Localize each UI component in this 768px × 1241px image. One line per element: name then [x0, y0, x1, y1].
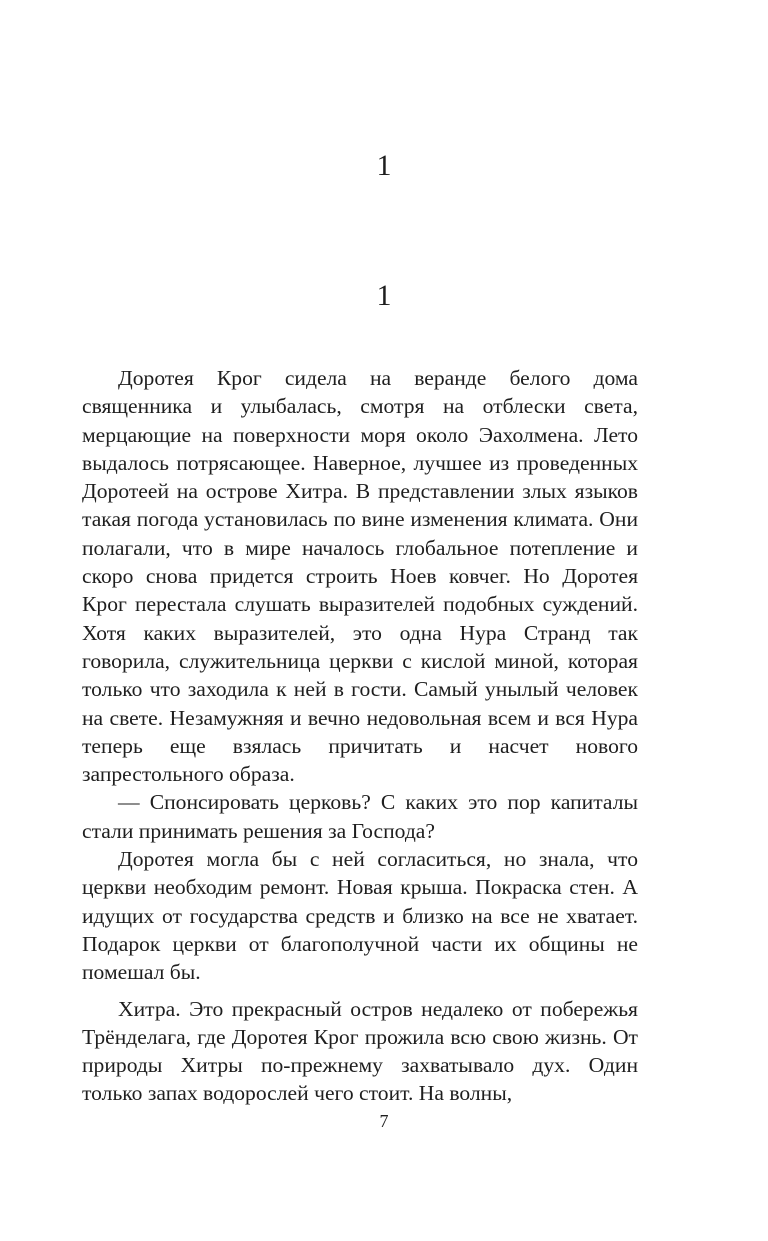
- paragraph-dialogue: — Спонсировать церковь? С каких это пор капиталы стали принимать решения за Господа?: [82, 790, 638, 843]
- chapter-number: 1: [376, 279, 392, 312]
- paragraph: Доротея Крог сидела на веранде белого дома священника и улыбалась, смотря на отблески света, мерцающие на поверхности моря около Эахолмена. Лето выдалось потрясающее. Наверное, лучшее из проведенных Доротеей на острове Хитра. В представлении злых языков такая погода установилась по вине изменения климата. Они полагали, что в мире началось глобальное потепление и скоро снова придется строить Ноев ковчег. Но Доротея Крог перестала слушать выразителей подобных суждений. Хотя каких выразителей, это одна Нура Странд так говорила, служительница церкви с кислой миной, которая только что заходила к ней в гости. Самый унылый человек на свете. Незамужняя и вечно недовольная всем и вся Нура теперь еще взялась причитать и насчет нового запрестольного образа.: [82, 366, 638, 787]
- chapter-body: [82, 364, 638, 1108]
- paragraph: Хитра. Это прекрасный остров недалеко от побережья Трёнделага, где Доротея Крог прожила всю свою жизнь. От природы Хитры по-прежнему захватывало дух. Один только запах водорослей чего стоит. На волны,: [82, 996, 638, 1106]
- page-number: 7: [379, 1111, 389, 1131]
- paragraph: Доротея могла бы с ней согласиться, но знала, что церкви необходим ремонт. Новая крыша. Покраска стен. А идущих от государства средств и близко на все не хватает. Подарок церкви от благополучной части их общины не помешал бы.: [82, 847, 638, 985]
- part-number: 1: [376, 149, 392, 182]
